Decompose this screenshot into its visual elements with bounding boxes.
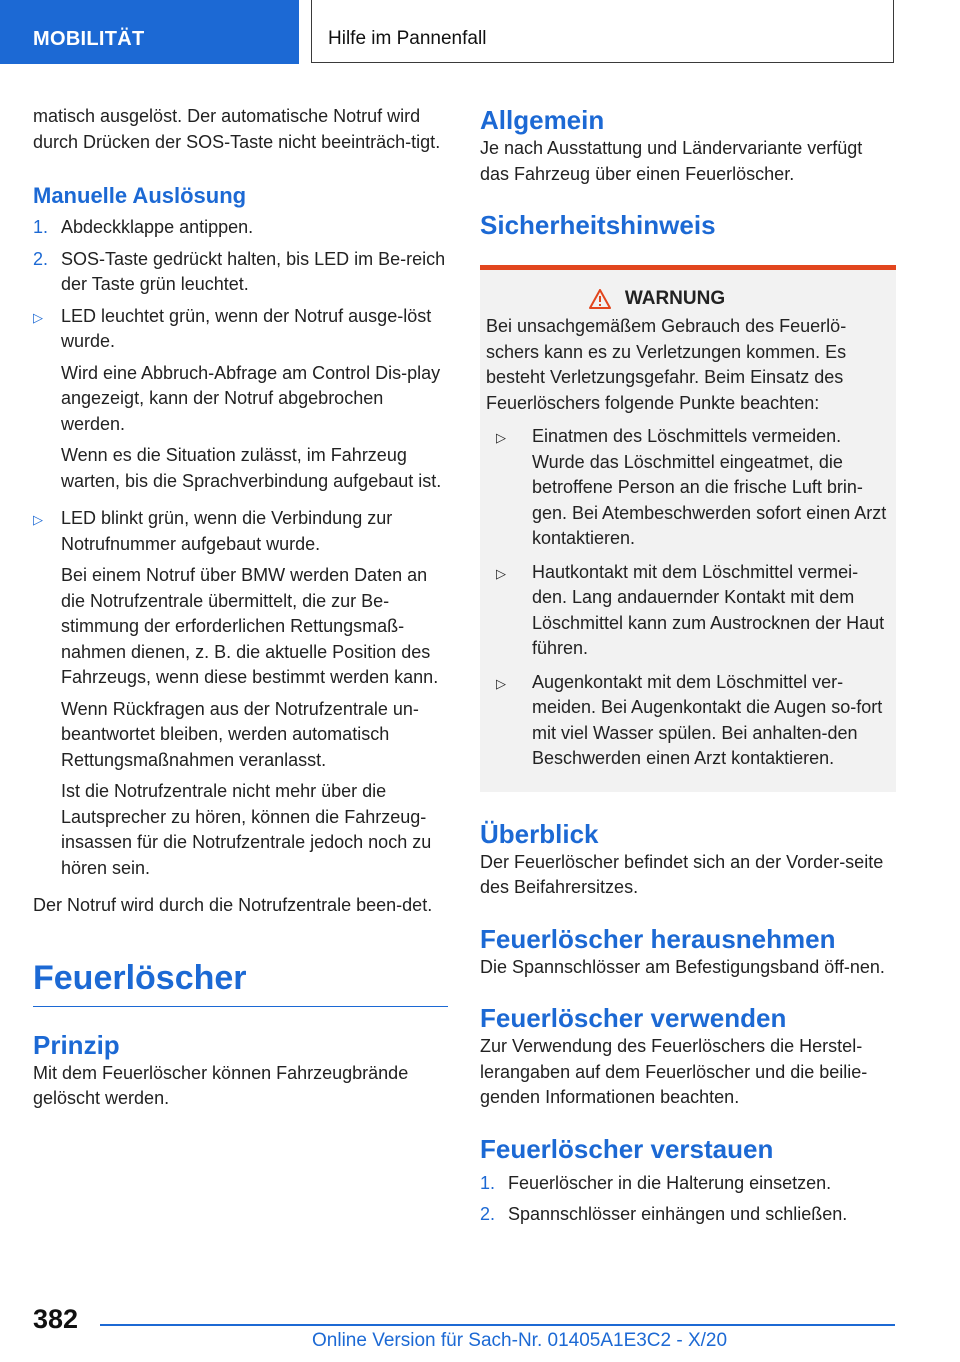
header-section-tab bbox=[0, 0, 299, 64]
triangle-bullet-icon: ▷ bbox=[496, 565, 506, 581]
header-title: Hilfe im Pannenfall bbox=[328, 28, 487, 49]
verstauen-heading: Feuerlöscher verstauen bbox=[480, 1133, 774, 1164]
bullet-paragraph: Wenn Rückfragen aus der Notrufzentrale un‐beantwortet bleiben, werden automatisch Rettungsmaßnahmen veranlasst. bbox=[61, 698, 419, 770]
step-number: 2. bbox=[33, 248, 49, 269]
ueberblick-heading: Überblick bbox=[480, 818, 599, 849]
list-item bbox=[33, 304, 448, 501]
warning-item-text: Hautkontakt mit dem Löschmittel vermei‐den. Lang andauernder Kontakt mit dem Löschmittel kann zum Austrocknen der Haut führen. bbox=[532, 561, 885, 658]
bullet-paragraph: Wird eine Abbruch-Abfrage am Control Dis‐play angezeigt, kann der Notruf abgebrochen werden. bbox=[61, 362, 441, 434]
step-text: SOS-Taste gedrückt halten, bis LED im Be‐reich der Taste grün leuchtet. bbox=[61, 248, 446, 294]
step-number: 1. bbox=[33, 217, 49, 237]
warning-title bbox=[486, 288, 888, 310]
outro-paragraph: Der Notruf wird durch die Notrufzentrale been‐det. bbox=[33, 895, 433, 915]
footer-text: Online Version für Sach-Nr. 01405A1E3C2 - X/20 bbox=[312, 1330, 728, 1351]
verstauen-steps bbox=[480, 1171, 896, 1228]
bullet-paragraph: Wenn es die Situation zulässt, im Fahrzeug warten, bis die Sprachverbindung aufgebaut ist. bbox=[61, 445, 442, 491]
warning-item-text: Augenkontakt mit dem Löschmittel ver‐meiden. Bei Augenkontakt die Augen so‐fort mit viel Wasser spülen. Bei anhalten‐den Beschwerden einen Arzt kontaktieren. bbox=[532, 671, 883, 768]
step-text: Abdeckklappe antippen. bbox=[61, 217, 254, 237]
led-bullets bbox=[33, 304, 448, 888]
list-item bbox=[33, 247, 448, 298]
allgemein-heading: Allgemein bbox=[480, 105, 605, 135]
safety-heading: Sicherheitshinweis bbox=[480, 210, 716, 240]
intro-paragraph: matisch ausgelöst. Der automatische Notruf wird durch Drücken der SOS-Taste nicht beeinträch‐tigt. bbox=[33, 106, 441, 152]
warning-item-text: Einatmen des Löschmittels vermeiden. Wurde das Löschmittel eingeatmet, die betroffene Person an die frische Luft brin‐gen. Bei Atembeschwerden sofort einen Arzt kontaktieren. bbox=[532, 426, 887, 548]
list-item bbox=[486, 670, 888, 772]
triangle-bullet-icon: ▷ bbox=[33, 309, 43, 325]
left-column bbox=[33, 104, 448, 1112]
list-item bbox=[480, 1202, 896, 1228]
verwenden-heading: Feuerlöscher verwenden bbox=[480, 1003, 787, 1033]
right-column bbox=[480, 104, 896, 1234]
step-text: Feuerlöscher in die Halterung einsetzen. bbox=[508, 1172, 832, 1193]
list-item bbox=[33, 506, 448, 887]
page-number: 382 bbox=[33, 1304, 79, 1334]
header-section-label: MOBILITÄT bbox=[33, 28, 145, 50]
bullet-paragraph: LED blinkt grün, wenn die Verbindung zur Notrufnummer aufgebaut wurde. bbox=[61, 508, 393, 554]
list-item bbox=[33, 215, 448, 241]
chapter-heading: Feuerlöscher bbox=[33, 959, 448, 1007]
triangle-bullet-icon: ▷ bbox=[496, 430, 506, 445]
triangle-bullet-icon: ▷ bbox=[33, 512, 43, 527]
bullet-paragraph: Ist die Notrufzentrale nicht mehr über die Lautsprecher zu hören, können die Fahrzeug‐insassen für die Notrufzentrale jedoch noch zu hören sein. bbox=[61, 781, 432, 878]
herausnehmen-heading: Feuerlöscher herausnehmen bbox=[480, 923, 836, 954]
warning-title-text: WARNUNG bbox=[624, 288, 726, 309]
herausnehmen-text: Die Spannschlösser am Befestigungsband öff‐nen. bbox=[480, 956, 885, 977]
manual-heading: Manuelle Auslösung bbox=[33, 183, 247, 208]
warning-list bbox=[486, 424, 888, 772]
step-number: 1. bbox=[480, 1172, 496, 1193]
bullet-paragraph: Bei einem Notruf über BMW werden Daten an die Notrufzentrale übermittelt, die zur Be‐stimmung der erforderlichen Rettungsmaß‐nahmen dienen, z. B. die aktuelle Position des Fahrzeugs, wenn diese bestimmt werden kann. bbox=[61, 565, 439, 687]
list-item bbox=[486, 424, 888, 552]
triangle-bullet-icon: ▷ bbox=[496, 675, 506, 691]
prinzip-heading: Prinzip bbox=[33, 1029, 120, 1060]
manual-steps bbox=[33, 215, 448, 298]
header-title-box bbox=[311, 0, 894, 63]
step-number: 2. bbox=[480, 1204, 496, 1224]
allgemein-text: Je nach Ausstattung und Ländervariante verfügt das Fahrzeug über einen Feuerlöscher. bbox=[480, 138, 863, 184]
warning-triangle-icon bbox=[589, 289, 611, 309]
prinzip-text: Mit dem Feuerlöscher können Fahrzeugbrände gelöscht werden. bbox=[33, 1062, 409, 1108]
verwenden-text: Zur Verwendung des Feuerlöschers die Herstel‐lerangaben auf dem Feuerlöscher und die beilie‐genden Informationen beachten. bbox=[480, 1036, 868, 1107]
step-text: Spannschlösser einhängen und schließen. bbox=[508, 1204, 848, 1224]
ueberblick-text: Der Feuerlöscher befindet sich an der Vorder‐seite des Beifahrersitzes. bbox=[480, 851, 884, 897]
list-item bbox=[480, 1171, 896, 1197]
list-item bbox=[486, 560, 888, 662]
bullet-paragraph: LED leuchtet grün, wenn der Notruf ausge‐löst wurde. bbox=[61, 305, 432, 351]
warning-box bbox=[480, 265, 896, 792]
footer-divider bbox=[100, 1324, 895, 1326]
warning-text: Bei unsachgemäßem Gebrauch des Feuerlö‐schers kann es zu Verletzungen kommen. Es besteht Verletzungsgefahr. Beim Einsatz des Feuerlöschers folgende Punkte beachten: bbox=[486, 316, 847, 413]
